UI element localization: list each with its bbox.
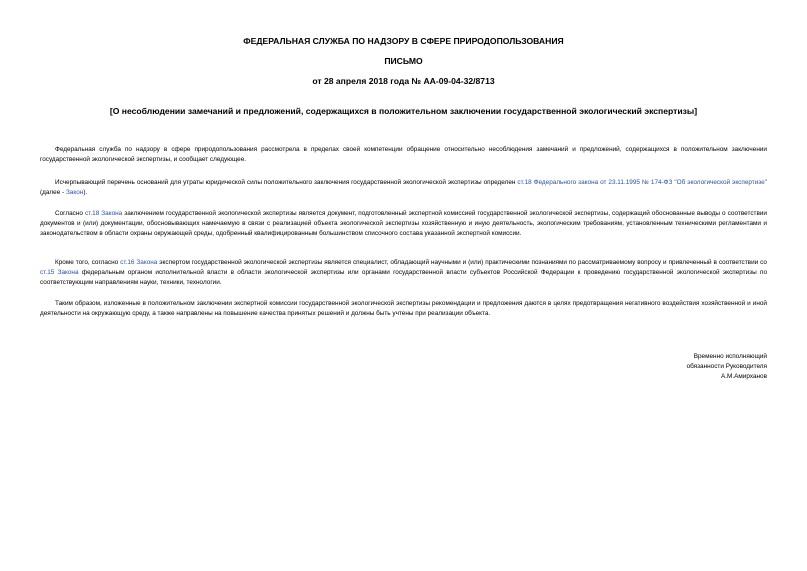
- law-link[interactable]: Закон: [65, 189, 84, 196]
- law-article-16-link[interactable]: ст.16 Закона: [120, 259, 158, 266]
- federal-law-article-18-link[interactable]: ст.18 Федерального закона от 23.11.1995 № 174-ФЗ "Об экологической экспертизе": [517, 179, 767, 186]
- paragraph-4-text-1: Кроме того, согласно: [55, 259, 121, 266]
- signatory-name: А.М.Амирханов: [720, 373, 767, 380]
- signature-block: [687, 352, 767, 382]
- signature-position-line-2: обязанности Руководителя: [686, 363, 767, 370]
- document-type: ПИСЬМО: [384, 56, 423, 66]
- paragraph-2-text-3: ).: [83, 189, 88, 196]
- paragraph-1: Федеральная служба по надзору в сфере природопользования рассмотрела в пределах своей компетенции обращение относительно несоблюдения замечаний и предложений, содержащихся в положительном заключении государственной экологической экспертизы, и сообщает следующее.: [40, 146, 767, 163]
- paragraph-2: [40, 178, 767, 198]
- paragraph-2-text-1: Исчерпывающий перечень оснований для утраты юридической силы положительного заключения государственной экологической экспертизы определен: [55, 179, 518, 186]
- document-date-number: от 28 апреля 2018 года № АА-09-04-32/8713: [312, 76, 495, 86]
- signature-position-line-1: Временно исполняющий: [693, 353, 767, 360]
- paragraph-5: Таким образом, изложенные в положительном заключении экспертной комиссии государственной экологической экспертизы рекомендации и предложения даются в целях предотвращения негативного воздействия хозяйственной и иной деятельности на окружающую среду, а также направлены на повышение качества принятых решений и должны быть учтены при реализации объекта.: [40, 300, 767, 317]
- paragraph-4-text-2: экспертом государственной экологической экспертизы является специалист, обладающий научными и (или) практическими познаниями по рассматриваемому вопросу и привлеченный в соответствии со: [157, 259, 767, 266]
- paragraph-2-text-2: (далее -: [40, 189, 66, 196]
- paragraph-3: [40, 209, 767, 239]
- law-article-18-link[interactable]: ст.18 Закона: [84, 210, 123, 217]
- document-subject: [О несоблюдении замечаний и предложений, содержащихся в положительном заключении государственной экологический экспертизы]: [109, 106, 698, 116]
- paragraph-4: [40, 258, 767, 288]
- agency-title: ФЕДЕРАЛЬНАЯ СЛУЖБА ПО НАДЗОРУ В СФЕРЕ ПРИРОДОПОЛЬЗОВАНИЯ: [243, 36, 564, 46]
- paragraph-3-text-1: Согласно: [55, 210, 85, 217]
- paragraph-4-text-3: федеральным органом исполнительной власти в области экологической экспертизы или органами государственной власти субъектов Российской Федерации к проведению государственной экологической экспертизы по соответствующим направлениям науки, техники, технологии.: [40, 269, 767, 286]
- law-article-15-link[interactable]: ст.15 Закона: [40, 269, 79, 276]
- paragraph-3-text-2: заключением государственной экологической экспертизы является документ, подготовленный экспертной комиссией государственной экологической экспертизы, содержащий обоснованные выводы о соответствии документов и (или) документации, обосновывающих намечаемую в связи с реализацией объекта экологической экспертизы хозяйственную и иную деятельность, экологическим требованиям, установленным техническими регламентами и законодательством в области охраны окружающей среды, одобренный квалифицированным большинством списочного состава указанной экспертной комиссии.: [40, 210, 767, 237]
